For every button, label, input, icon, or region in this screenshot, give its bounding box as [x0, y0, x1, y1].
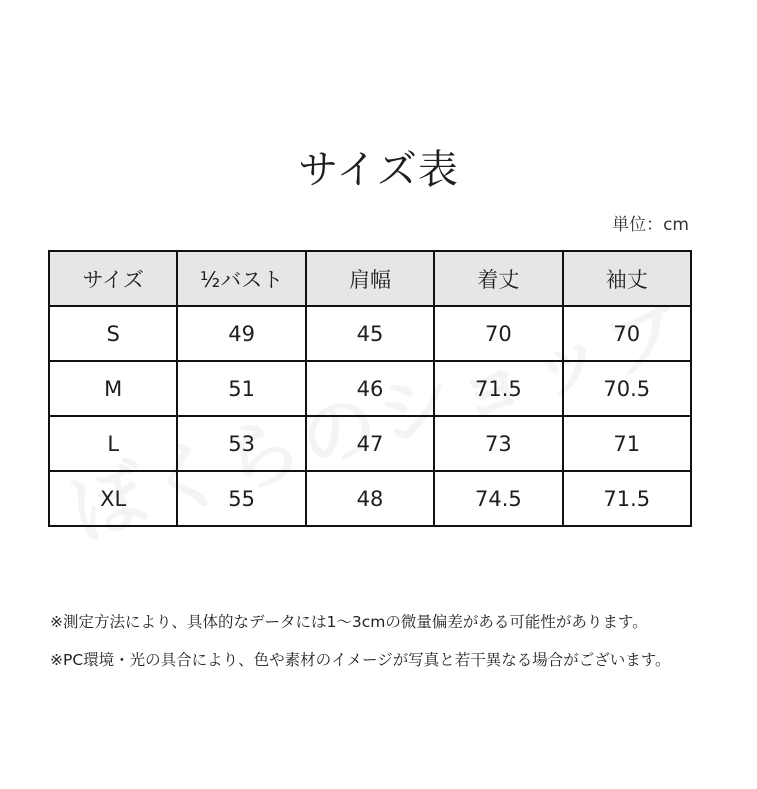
table-cell: 71	[563, 416, 691, 471]
header-shoulder-width: 肩幅	[306, 251, 434, 306]
table-cell: 48	[306, 471, 434, 526]
table-cell: 51	[177, 361, 305, 416]
table-cell: 74.5	[434, 471, 562, 526]
table-cell: 45	[306, 306, 434, 361]
table-cell: 70.5	[563, 361, 691, 416]
color-note: ※PC環境・光の具合により、色や素材のイメージが写真と若干異なる場合がございます。	[50, 651, 671, 669]
header-size: サイズ	[49, 251, 177, 306]
header-length: 着丈	[434, 251, 562, 306]
table-row	[49, 471, 691, 526]
table-row	[49, 361, 691, 416]
size-table	[48, 250, 692, 527]
table-cell: 46	[306, 361, 434, 416]
header-sleeve-length: 袖丈	[563, 251, 691, 306]
table-cell: 47	[306, 416, 434, 471]
table-cell: 70	[434, 306, 562, 361]
table-cell: S	[49, 306, 177, 361]
measurement-note: ※測定方法により、具体的なデータには1～3cmの微量偏差がある可能性があります。	[50, 613, 648, 631]
table-cell: 49	[177, 306, 305, 361]
table-row	[49, 306, 691, 361]
header-half-bust: ½バスト	[177, 251, 305, 306]
table-cell: 55	[177, 471, 305, 526]
table-header-row	[49, 251, 691, 306]
table-row	[49, 416, 691, 471]
table-cell: 70	[563, 306, 691, 361]
table-cell: 53	[177, 416, 305, 471]
table-cell: XL	[49, 471, 177, 526]
table-cell: 71.5	[434, 361, 562, 416]
table-cell: M	[49, 361, 177, 416]
page-title: サイズ表	[298, 147, 459, 193]
unit-label: 単位：cm	[612, 215, 689, 235]
table-cell: 71.5	[563, 471, 691, 526]
table-cell: 73	[434, 416, 562, 471]
table-cell: L	[49, 416, 177, 471]
